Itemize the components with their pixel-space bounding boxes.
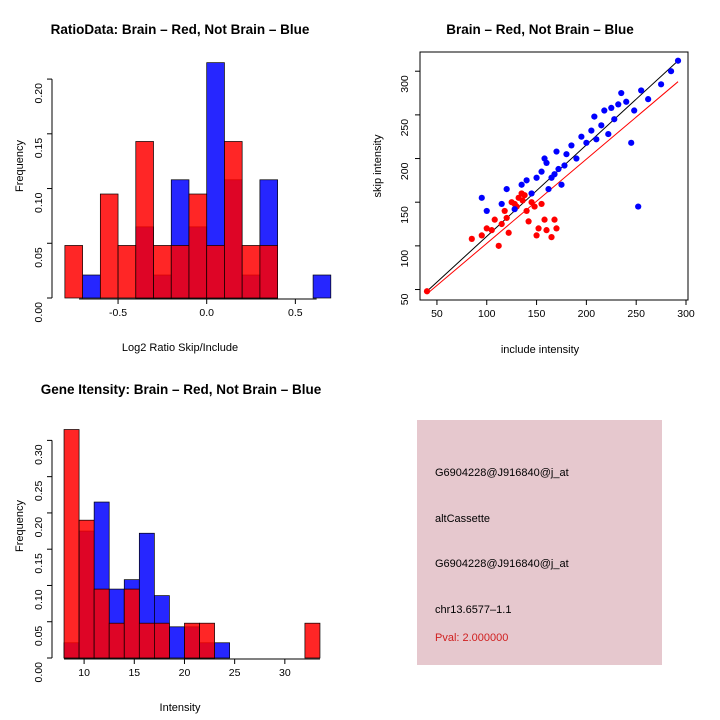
scatter-point: [553, 225, 559, 231]
x-tick-label: 100: [477, 308, 496, 320]
y-tick-label: 0.05: [33, 247, 45, 268]
y-tick-label: 0.05: [33, 625, 45, 647]
scatter-point: [531, 203, 537, 209]
scatter-point: [645, 96, 651, 102]
scatter-point: [578, 134, 584, 140]
scatter-point: [499, 201, 505, 207]
histogram-bar: [215, 643, 230, 658]
scatter-point: [533, 232, 539, 238]
scatter-point: [538, 169, 544, 175]
x-tick-label: 0.5: [288, 307, 303, 319]
histogram-bar: [136, 141, 154, 298]
panel-ratio-title: RatioData: Brain – Red, Not Brain – Blue: [50, 22, 310, 37]
x-tick-label: 25: [228, 667, 241, 679]
histogram-bar: [124, 589, 139, 658]
scatter-point: [548, 234, 554, 240]
histogram-bar: [260, 245, 278, 298]
x-tick-label: 250: [627, 308, 645, 320]
panel-intensity-xlabel: Intensity: [159, 702, 201, 714]
scatter-point: [492, 217, 498, 223]
y-tick-label: 150: [399, 206, 411, 224]
scatter-point: [533, 175, 539, 181]
scatter-point: [638, 87, 644, 93]
y-tick-label: 0.25: [33, 480, 45, 502]
panel-scatter-xlabel: include intensity: [500, 344, 580, 356]
panel-ratio-plot: [0, 0, 360, 360]
scatter-point: [605, 131, 611, 137]
y-tick-label: 300: [399, 75, 411, 93]
scatter-point: [519, 182, 525, 188]
scatter-point: [502, 208, 508, 214]
y-tick-label: 200: [399, 162, 411, 181]
scatter-point: [541, 217, 547, 223]
scatter-point: [543, 160, 549, 166]
scatter-point: [512, 206, 518, 212]
histogram-bar: [154, 245, 172, 298]
scatter-point: [588, 127, 594, 133]
scatter-point: [675, 58, 681, 64]
scatter-point: [563, 151, 569, 157]
histogram-bar: [313, 275, 331, 298]
scatter-point: [618, 90, 624, 96]
y-tick-label: 0.15: [33, 553, 45, 574]
scatter-point: [611, 116, 617, 122]
panel-scatter-title: Brain – Red, Not Brain – Blue: [446, 22, 634, 37]
histogram-bar: [169, 627, 184, 658]
histogram-bar: [189, 194, 207, 298]
x-tick-label: 150: [527, 308, 546, 320]
scatter-point: [668, 68, 674, 74]
scatter-point: [551, 217, 557, 223]
panel-intensity-plot: [0, 360, 400, 720]
y-tick-label: 0.20: [33, 516, 45, 538]
scatter-point: [573, 155, 579, 161]
info-pval: Pval: 2.000000: [435, 632, 509, 644]
histogram-bar: [118, 245, 136, 298]
panel-scatter-ylabel: skip intensity: [372, 134, 384, 198]
scatter-point: [553, 148, 559, 154]
scatter-point: [558, 182, 564, 188]
x-tick-label: 200: [577, 308, 596, 320]
scatter-point: [601, 107, 607, 113]
scatter-point: [499, 221, 505, 227]
y-tick-label: 0.20: [33, 83, 45, 104]
scatter-point: [535, 225, 541, 231]
info-location: chr13.6577–1.1: [435, 604, 512, 616]
scatter-point: [506, 230, 512, 236]
scatter-point: [504, 215, 510, 221]
scatter-point: [484, 208, 490, 214]
scatter-point: [469, 236, 475, 242]
scatter-point: [568, 142, 574, 148]
y-tick-label: 0.15: [33, 137, 45, 159]
scatter-point: [598, 122, 604, 128]
x-tick-label: 300: [677, 308, 695, 320]
scatter-point: [635, 203, 641, 209]
histogram-bar: [64, 430, 79, 658]
histogram-bar: [207, 245, 225, 298]
y-tick-label: 50: [399, 293, 411, 306]
histogram-bar: [184, 623, 199, 658]
panel-ratio-histogram: [0, 0, 360, 360]
x-tick-label: 50: [431, 308, 443, 320]
histogram-bar: [200, 623, 215, 658]
scatter-point: [555, 166, 561, 172]
histogram-bar: [171, 245, 189, 298]
scatter-point: [551, 171, 557, 177]
ratio-bars: [65, 63, 331, 298]
scatter-point: [528, 190, 534, 196]
panel-ratio-xlabel: Log2 Ratio Skip/Include: [121, 342, 239, 354]
scatter-point: [504, 186, 510, 192]
y-tick-label: 0.30: [33, 444, 45, 465]
scatter-point: [496, 243, 502, 249]
scatter-point: [524, 208, 530, 214]
panel-intensity-histogram: [0, 360, 400, 720]
y-tick-label: 0.00: [33, 302, 45, 323]
reference-line: [427, 82, 678, 294]
scatter-point: [561, 162, 567, 168]
panel-ratio-ylabel: Frequency: [14, 140, 26, 192]
info-probeset-id: G6904228@J916840@j_at: [435, 467, 569, 479]
scatter-point: [628, 140, 634, 146]
scatter-point: [525, 218, 531, 224]
panel-intensity-ylabel: Frequency: [14, 500, 26, 552]
histogram-bar: [139, 623, 154, 658]
histogram-bar: [154, 623, 169, 658]
y-tick-label: 0.10: [33, 192, 45, 213]
histogram-bar: [94, 589, 109, 658]
x-tick-label: 30: [278, 667, 291, 679]
scatter-point: [524, 177, 530, 183]
panel-scatter: [360, 0, 720, 360]
scatter-point: [545, 186, 551, 192]
histogram-bar: [109, 623, 124, 658]
info-box: [417, 420, 662, 665]
histogram-bar: [79, 520, 94, 658]
scatter-point: [538, 201, 544, 207]
info-probeset-id-2: G6904228@J916840@j_at: [435, 558, 569, 570]
scatter-point: [615, 101, 621, 107]
x-tick-label: 0.0: [199, 307, 215, 319]
x-tick-label: 10: [78, 667, 90, 679]
scatter-point: [543, 227, 549, 233]
info-event-type: altCassette: [435, 513, 491, 525]
scatter-point: [583, 140, 589, 146]
histogram-bar: [242, 245, 260, 298]
y-tick-label: 0.10: [33, 589, 45, 610]
x-tick-label: 20: [178, 667, 191, 679]
y-tick-label: 100: [399, 249, 411, 268]
panel-intensity-title: Gene Itensity: Brain – Red, Not Brain – Blue: [40, 382, 322, 397]
y-tick-label: 0.00: [33, 662, 45, 683]
scatter-point: [658, 81, 664, 87]
histogram-bar: [100, 194, 118, 298]
y-tick-label: 250: [399, 118, 411, 137]
scatter-point: [424, 288, 430, 294]
scatter-point: [593, 136, 599, 142]
scatter-point: [631, 107, 637, 113]
scatter-point: [623, 99, 629, 105]
scatter-point: [479, 195, 485, 201]
scatter-point: [522, 192, 528, 198]
intensity-bars: [64, 430, 320, 658]
scatter-point: [489, 227, 495, 233]
panel-scatter-plot: [360, 0, 720, 360]
x-tick-label: -0.5: [109, 307, 128, 319]
scatter-point: [591, 114, 597, 120]
histogram-bar: [305, 623, 320, 658]
histogram-bar: [65, 245, 83, 298]
x-tick-label: 15: [128, 667, 141, 679]
histogram-bar: [224, 141, 242, 298]
histogram-bar: [83, 275, 101, 298]
scatter-point: [608, 105, 614, 111]
scatter-point: [479, 232, 485, 238]
